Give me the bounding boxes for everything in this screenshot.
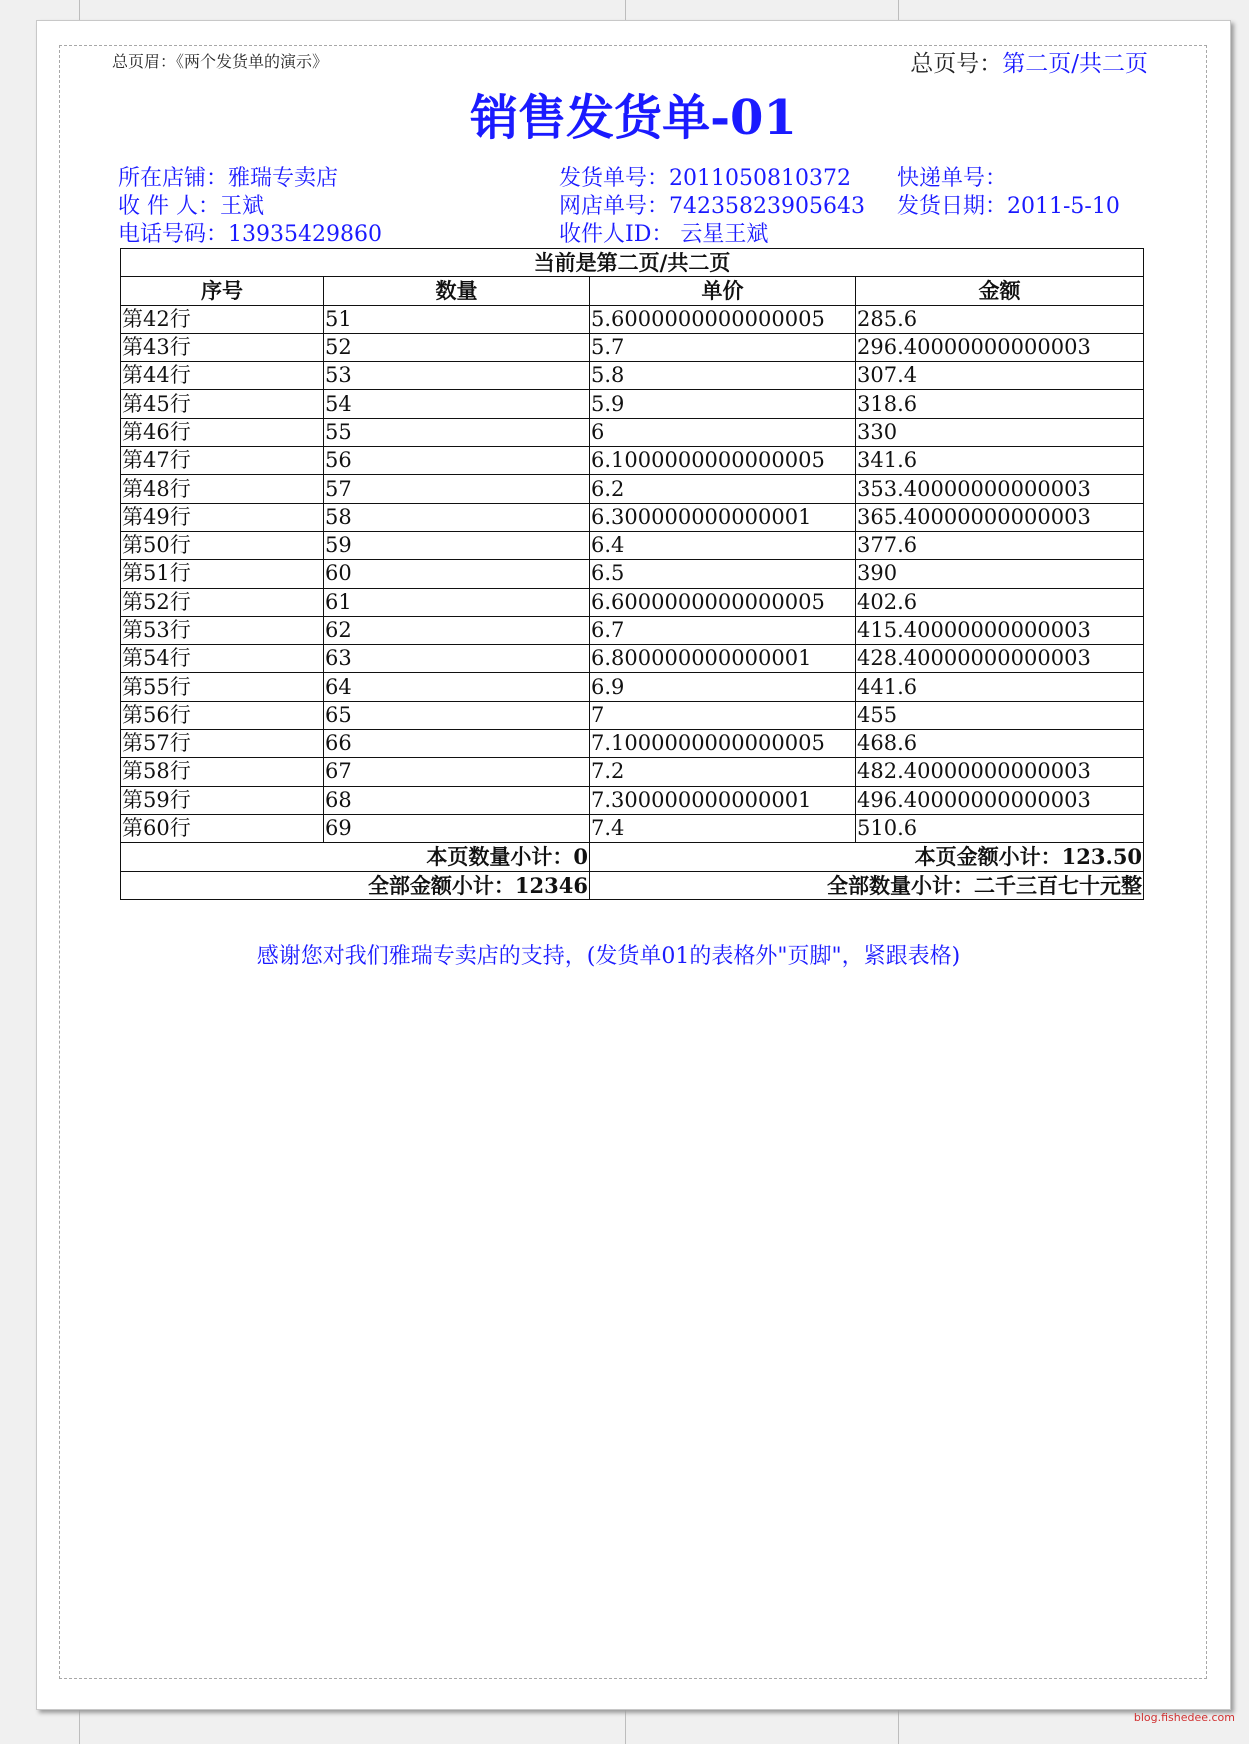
table-cell: 5.9	[590, 390, 856, 418]
watermark: blog.fishedee.com	[1133, 1711, 1235, 1724]
table-cell: 54	[324, 390, 590, 418]
table-cell: 6.1000000000000005	[590, 447, 856, 475]
guide-line	[898, 1708, 899, 1744]
total-qty: 全部数量小计：二千三百七十元整	[590, 871, 1144, 899]
column-header: 金额	[856, 277, 1144, 305]
table-row	[121, 560, 1144, 588]
table-cell: 第53行	[121, 616, 324, 644]
info-phone: 电话号码：13935429860	[118, 222, 382, 247]
guide-line	[79, 1708, 80, 1744]
table-cell: 62	[324, 616, 590, 644]
table-cell: 第43行	[121, 333, 324, 361]
table-cell: 6.7	[590, 616, 856, 644]
table-cell: 51	[324, 305, 590, 333]
table-cell: 第54行	[121, 645, 324, 673]
table-cell: 第50行	[121, 531, 324, 559]
table-cell: 5.6000000000000005	[590, 305, 856, 333]
guide-line	[625, 1708, 626, 1744]
items-table	[120, 248, 1144, 900]
table-cell: 第58行	[121, 758, 324, 786]
guide-line	[898, 0, 899, 20]
info-receiver: 收 件 人：王斌	[118, 194, 264, 219]
table-cell: 55	[324, 418, 590, 446]
table-row	[121, 758, 1144, 786]
table-cell: 7	[590, 701, 856, 729]
table-row	[121, 333, 1144, 361]
table-cell: 第45行	[121, 390, 324, 418]
column-header: 序号	[121, 277, 324, 305]
table-row	[121, 673, 1144, 701]
table-cell: 7.300000000000001	[590, 786, 856, 814]
table-cell: 5.7	[590, 333, 856, 361]
page-header-right	[910, 45, 1148, 78]
table-cell: 496.40000000000003	[856, 786, 1144, 814]
table-cell: 第59行	[121, 786, 324, 814]
table-cell: 53	[324, 362, 590, 390]
info-shop-order: 网店单号：74235823905643	[559, 194, 865, 219]
table-cell: 6.6000000000000005	[590, 588, 856, 616]
table-cell: 318.6	[856, 390, 1144, 418]
table-cell: 285.6	[856, 305, 1144, 333]
table-cell: 第48行	[121, 475, 324, 503]
table-cell: 56	[324, 447, 590, 475]
table-cell: 第56行	[121, 701, 324, 729]
table-row	[121, 447, 1144, 475]
table-cell: 65	[324, 701, 590, 729]
table-cell: 6.2	[590, 475, 856, 503]
table-footer-note: 感谢您对我们雅瑞专卖店的支持，(发货单01的表格外"页脚"，紧跟表格)	[256, 944, 961, 969]
table-row	[121, 814, 1144, 842]
table-cell: 第49行	[121, 503, 324, 531]
table-cell: 59	[324, 531, 590, 559]
table-cell: 第46行	[121, 418, 324, 446]
guide-line	[79, 0, 80, 20]
table-cell: 7.4	[590, 814, 856, 842]
table-row	[121, 616, 1144, 644]
table-cell: 5.8	[590, 362, 856, 390]
page-amount-subtotal: 本页金额小计：123.50	[590, 843, 1144, 871]
table-cell: 390	[856, 560, 1144, 588]
table-cell: 63	[324, 645, 590, 673]
page-qty-subtotal: 本页数量小计：0	[121, 843, 590, 871]
table-cell: 6.300000000000001	[590, 503, 856, 531]
info-store: 所在店铺：雅瑞专卖店	[118, 166, 339, 191]
table-cell: 353.40000000000003	[856, 475, 1144, 503]
table-cell: 第42行	[121, 305, 324, 333]
info-ship-date: 发货日期：2011-5-10	[897, 194, 1120, 219]
column-header: 单价	[590, 277, 856, 305]
table-cell: 482.40000000000003	[856, 758, 1144, 786]
table-row	[121, 503, 1144, 531]
table-cell: 67	[324, 758, 590, 786]
table-cell: 441.6	[856, 673, 1144, 701]
page-header-left: 总页眉：《两个发货单的演示》	[112, 52, 329, 71]
table-cell: 第55行	[121, 673, 324, 701]
table-cell: 第52行	[121, 588, 324, 616]
table-cell: 64	[324, 673, 590, 701]
print-preview-page	[36, 20, 1231, 1710]
table-cell: 69	[324, 814, 590, 842]
info-receiver-id: 收件人ID： 云星王斌	[559, 222, 769, 247]
info-ship-no: 发货单号：2011050810372	[559, 166, 851, 191]
table-row	[121, 390, 1144, 418]
table-cell: 6	[590, 418, 856, 446]
table-cell: 455	[856, 701, 1144, 729]
table-row	[121, 362, 1144, 390]
table-cell: 6.5	[590, 560, 856, 588]
table-cell: 第57行	[121, 730, 324, 758]
table-cell: 68	[324, 786, 590, 814]
table-cell: 58	[324, 503, 590, 531]
table-cell: 7.2	[590, 758, 856, 786]
table-cell: 307.4	[856, 362, 1144, 390]
table-cell: 60	[324, 560, 590, 588]
table-cell: 6.9	[590, 673, 856, 701]
table-cell: 402.6	[856, 588, 1144, 616]
info-express-no: 快递单号：	[897, 166, 1008, 191]
table-cell: 510.6	[856, 814, 1144, 842]
table-row	[121, 645, 1144, 673]
table-cell: 61	[324, 588, 590, 616]
document-title: 销售发货单-01	[470, 90, 797, 146]
table-cell: 57	[324, 475, 590, 503]
table-cell: 365.40000000000003	[856, 503, 1144, 531]
guide-line	[625, 0, 626, 20]
table-row	[121, 531, 1144, 559]
table-row	[121, 305, 1144, 333]
page-number-value: 第二页/共二页	[1002, 51, 1148, 77]
table-cell: 66	[324, 730, 590, 758]
table-cell: 296.40000000000003	[856, 333, 1144, 361]
table-cell: 7.1000000000000005	[590, 730, 856, 758]
table-row	[121, 475, 1144, 503]
table-row	[121, 588, 1144, 616]
table-cell: 428.40000000000003	[856, 645, 1144, 673]
table-cell: 330	[856, 418, 1144, 446]
table-cell: 6.4	[590, 531, 856, 559]
table-row	[121, 701, 1144, 729]
table-row	[121, 730, 1144, 758]
table-cell: 415.40000000000003	[856, 616, 1144, 644]
table-cell: 52	[324, 333, 590, 361]
table-cell: 第47行	[121, 447, 324, 475]
table-row	[121, 786, 1144, 814]
table-cell: 6.800000000000001	[590, 645, 856, 673]
table-page-caption: 当前是第二页/共二页	[121, 249, 1144, 277]
table-cell: 第51行	[121, 560, 324, 588]
column-header: 数量	[324, 277, 590, 305]
table-row	[121, 418, 1144, 446]
page-number-label: 总页号：	[910, 51, 1003, 77]
table-cell: 341.6	[856, 447, 1144, 475]
table-cell: 第44行	[121, 362, 324, 390]
table-cell: 468.6	[856, 730, 1144, 758]
total-amount: 全部金额小计：12346	[121, 871, 590, 899]
table-cell: 第60行	[121, 814, 324, 842]
table-cell: 377.6	[856, 531, 1144, 559]
